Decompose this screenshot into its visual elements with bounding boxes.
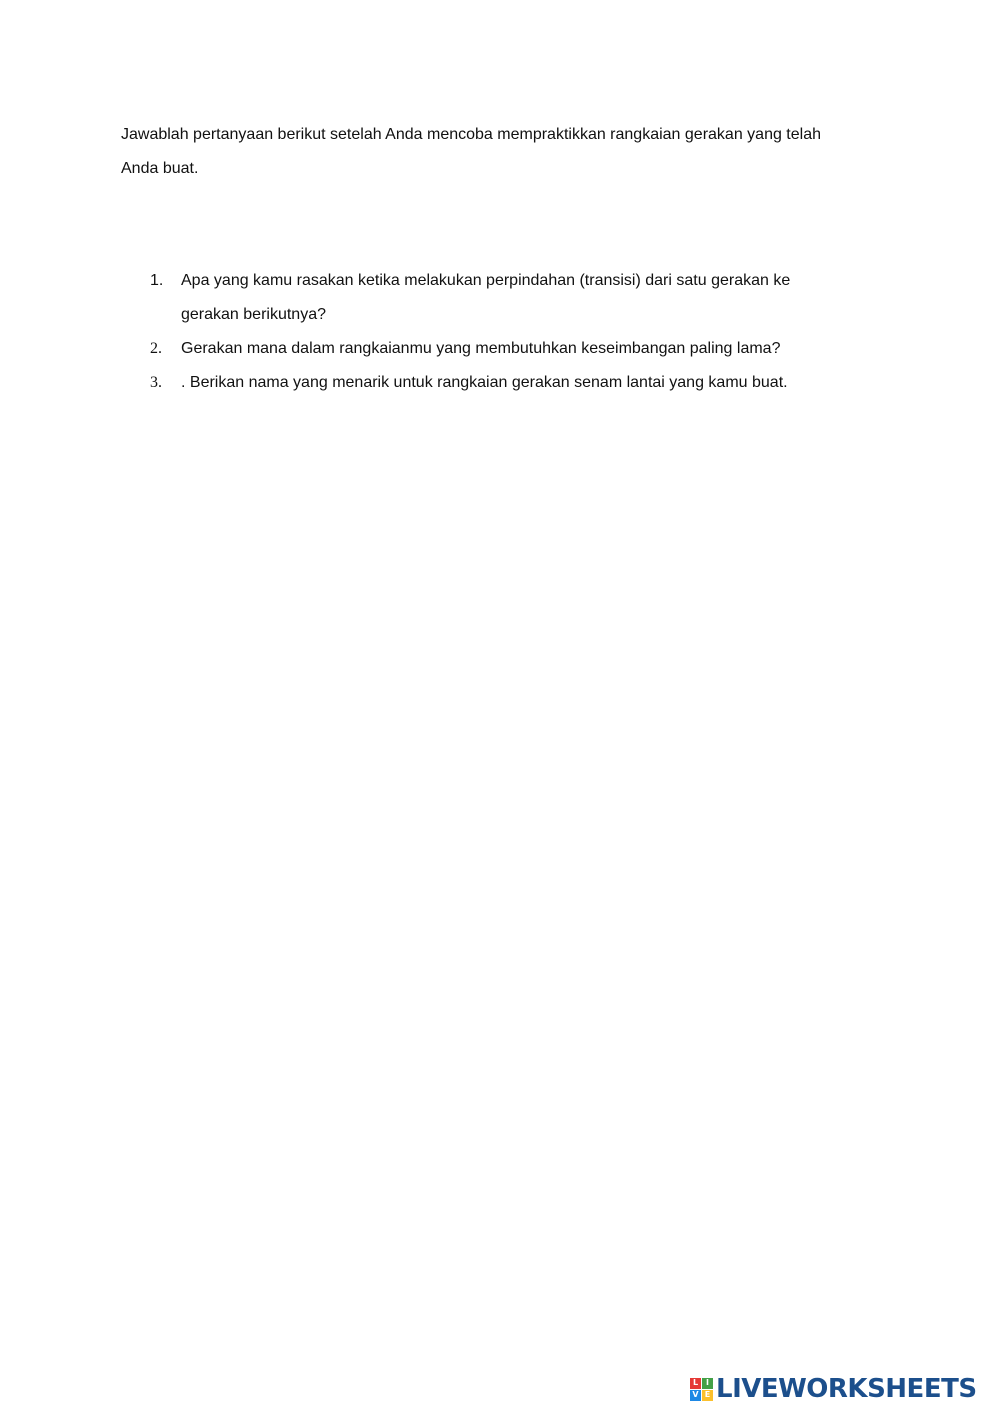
question-text: Gerakan mana dalam rangkaianmu yang membutuhkan keseimbangan paling lama?	[181, 340, 781, 357]
logo-mark-icon	[690, 1378, 713, 1401]
question-item	[150, 264, 850, 332]
logo-mark-cell: I	[702, 1378, 713, 1389]
question-text-line: Apa yang kamu rasakan ketika melakukan perpindahan (transisi) dari satu gerakan ke	[181, 272, 791, 289]
intro-line-2: Anda buat.	[121, 160, 199, 177]
logo-mark-cell: L	[690, 1378, 701, 1389]
question-item	[150, 366, 850, 400]
logo-mark-cell: E	[702, 1390, 713, 1401]
question-text-line: gerakan berikutnya?	[181, 306, 326, 323]
intro-line-1: Jawablah pertanyaan berikut setelah Anda mencoba mempraktikkan rangkaian gerakan yang telah	[121, 126, 821, 143]
question-number: 3.	[150, 374, 162, 391]
liveworksheets-logo	[690, 1372, 977, 1406]
question-text: . Berikan nama yang menarik untuk rangkaian gerakan senam lantai yang kamu buat.	[181, 374, 788, 391]
question-number: 1.	[150, 272, 164, 289]
logo-mark-cell: V	[690, 1390, 701, 1401]
question-item	[150, 332, 850, 366]
logo-text: LIVEWORKSHEETS	[716, 1374, 977, 1404]
question-number: 2.	[150, 340, 162, 357]
question-list	[150, 264, 850, 400]
intro-paragraph	[121, 118, 881, 186]
question-text	[181, 264, 850, 332]
